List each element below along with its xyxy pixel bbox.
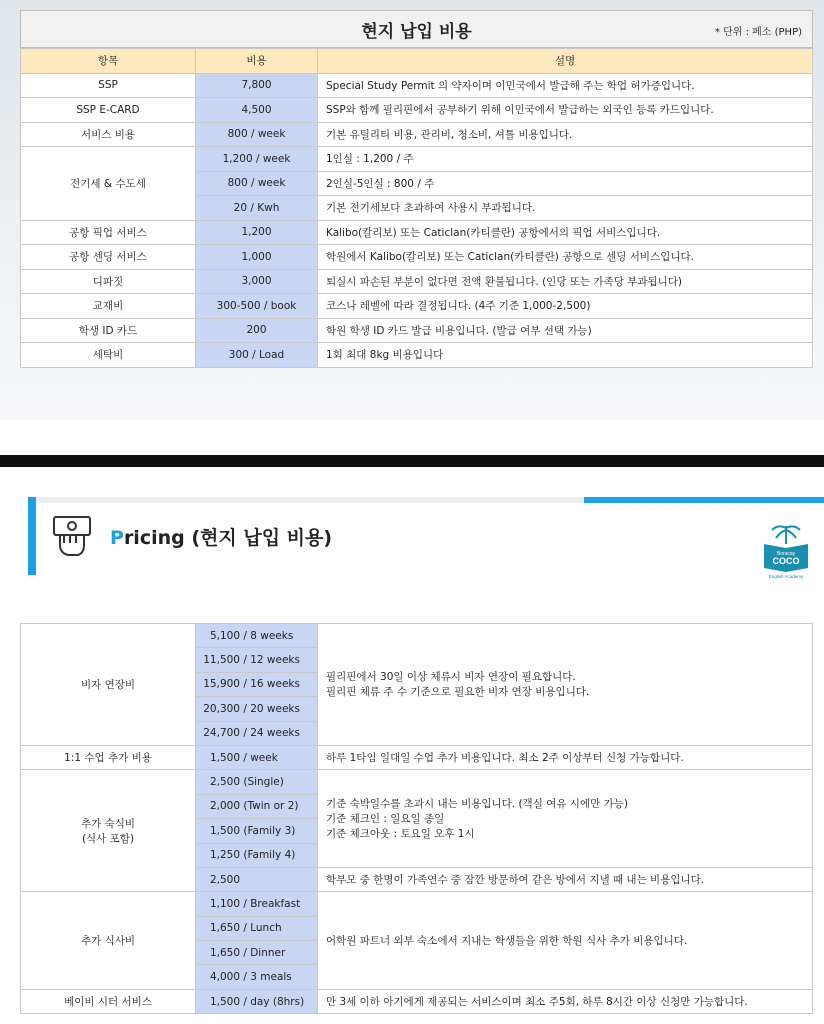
desc-cell: 2인실-5인실 : 800 / 주 [318, 171, 813, 196]
item-cell: 공항 픽업 서비스 [21, 220, 196, 245]
extra-fee-table [20, 623, 813, 1014]
cost-cell: 3,000 [196, 269, 318, 294]
cost-cell: 800 / week [196, 122, 318, 147]
cost-cell: 1,650 / Dinner [196, 941, 318, 965]
table-row [21, 745, 813, 769]
cost-cell: 1,200 / week [196, 147, 318, 172]
header-accent-bar [28, 497, 36, 575]
table-row [21, 269, 813, 294]
logo-main-text: COCO [772, 556, 800, 566]
item-cell: 비자 연장비 [21, 624, 196, 746]
desc-cell: SSP와 함께 필리핀에서 공부하기 위해 이민국에서 발급하는 외국인 등록 카드입니다. [318, 98, 813, 123]
table-title-bar [20, 10, 813, 48]
cost-cell: 20 / Kwh [196, 196, 318, 221]
cost-cell: 1,000 [196, 245, 318, 270]
item-cell: 교재비 [21, 294, 196, 319]
desc-cell: 만 3세 이하 아기에게 제공되는 서비스이며 최소 주5회, 하루 8시간 이상 신청만 가능합니다. [318, 989, 813, 1013]
cost-cell: 4,000 / 3 meals [196, 965, 318, 989]
table-row [21, 624, 813, 648]
local-fee-table [20, 48, 813, 368]
pricing-title [110, 523, 332, 550]
cost-cell: 1,500 (Family 3) [196, 819, 318, 843]
cost-cell: 11,500 / 12 weeks [196, 648, 318, 672]
table-row [21, 770, 813, 794]
desc-cell: 기본 유틸리티 비용, 관리비, 청소비, 셔틀 비용입니다. [318, 122, 813, 147]
cost-cell: 1,200 [196, 220, 318, 245]
cost-cell: 2,500 (Single) [196, 770, 318, 794]
coco-academy-logo [758, 522, 814, 580]
cost-cell: 2,000 (Twin or 2) [196, 794, 318, 818]
item-cell: 추가 숙식비 (식사 포함) [21, 770, 196, 892]
table-title: 현지 납입 비용 [361, 21, 472, 42]
header-accent-line [584, 497, 824, 503]
logo-top-text: Boracay [776, 551, 796, 557]
desc-cell: Kalibo(칼리보) 또는 Caticlan(카티클란) 공항에서의 픽업 서비스입니다. [318, 220, 813, 245]
item-cell: 전기세 & 수도세 [21, 147, 196, 221]
item-cell: 서비스 비용 [21, 122, 196, 147]
cost-cell: 4,500 [196, 98, 318, 123]
section-divider [0, 455, 824, 467]
header-item: 항목 [21, 49, 196, 74]
item-cell: SSP E-CARD [21, 98, 196, 123]
desc-cell: 학부모 중 한명이 가족연수 중 잠깐 방문하여 같은 방에서 지낼 때 내는 비용입니다. [318, 867, 813, 891]
item-cell: 세탁비 [21, 343, 196, 368]
desc-cell: 필리핀에서 30일 이상 체류시 비자 연장이 필요합니다. 필리핀 체류 주 수 기준으로 필요한 비자 연장 비용입니다. [318, 624, 813, 746]
cost-cell: 1,100 / Breakfast [196, 892, 318, 916]
item-cell: 학생 ID 카드 [21, 318, 196, 343]
logo-sub-text: English Academy [768, 574, 804, 579]
cost-cell: 300-500 / book [196, 294, 318, 319]
desc-cell: 기준 숙박일수를 초과시 내는 비용입니다. (객실 여유 시에만 가능) 기준 체크인 : 일요일 종일 기준 체크아웃 : 토요일 오후 1시 [318, 770, 813, 868]
desc-cell: 코스나 레벨에 따라 결정됩니다. (4주 기준 1,000-2,500) [318, 294, 813, 319]
desc-cell: 1회 최대 8kg 비용입니다 [318, 343, 813, 368]
cost-cell: 1,250 (Family 4) [196, 843, 318, 867]
cost-cell: 200 [196, 318, 318, 343]
cost-cell: 7,800 [196, 73, 318, 98]
cost-cell: 800 / week [196, 171, 318, 196]
cost-cell: 5,100 / 8 weeks [196, 624, 318, 648]
table-row [21, 892, 813, 916]
unit-note: * 단위 : 페소 (PHP) [714, 27, 802, 38]
cost-cell: 300 / Load [196, 343, 318, 368]
desc-cell: 어학원 파트너 외부 숙소에서 지내는 학생들을 위한 학원 식사 추가 비용입니다. [318, 892, 813, 990]
cost-cell: 20,300 / 20 weeks [196, 697, 318, 721]
cost-cell: 15,900 / 16 weeks [196, 672, 318, 696]
table-row [21, 989, 813, 1013]
item-cell: 베이비 시터 서비스 [21, 989, 196, 1013]
table-row [21, 73, 813, 98]
table-row [21, 147, 813, 172]
desc-cell: 1인실 : 1,200 / 주 [318, 147, 813, 172]
item-cell: 1:1 수업 추가 비용 [21, 745, 196, 769]
item-cell: 디파짓 [21, 269, 196, 294]
pricing-title-initial: P [110, 527, 124, 549]
header-cost: 비용 [196, 49, 318, 74]
desc-cell: 기본 전기세보다 초과하여 사용시 부과됩니다. [318, 196, 813, 221]
desc-cell: 퇴실시 파손된 부분이 없다면 전액 환불됩니다. (인당 또는 가족당 부과됩니다) [318, 269, 813, 294]
desc-cell: 하루 1타임 일대일 수업 추가 비용입니다. 최소 2주 이상부터 신청 가능합니다. [318, 745, 813, 769]
header-desc: 설명 [318, 49, 813, 74]
table-row [21, 294, 813, 319]
pricing-title-rest: ricing (현지 납입 비용) [123, 527, 333, 549]
item-cell: 추가 식사비 [21, 892, 196, 990]
cost-cell: 2,500 [196, 867, 318, 891]
item-cell: SSP [21, 73, 196, 98]
cost-cell: 1,500 / day (8hrs) [196, 989, 318, 1013]
top-panel [0, 0, 824, 420]
table-row [21, 220, 813, 245]
desc-cell: Special Study Permit 의 약자이며 이민국에서 발급해 주는 학업 허가증입니다. [318, 73, 813, 98]
cost-cell: 24,700 / 24 weeks [196, 721, 318, 745]
table-row [21, 98, 813, 123]
cost-cell: 1,500 / week [196, 745, 318, 769]
table-row [21, 245, 813, 270]
table-row [21, 122, 813, 147]
desc-cell: 학원에서 Kalibo(칼리보) 또는 Caticlan(카티클란) 공항으로 센딩 서비스입니다. [318, 245, 813, 270]
item-cell: 공항 센딩 서비스 [21, 245, 196, 270]
money-hand-icon [50, 513, 94, 559]
table-row [21, 318, 813, 343]
table-row [21, 343, 813, 368]
desc-cell: 학원 학생 ID 카드 발급 비용입니다. (발급 여부 선택 가능) [318, 318, 813, 343]
cost-cell: 1,650 / Lunch [196, 916, 318, 940]
